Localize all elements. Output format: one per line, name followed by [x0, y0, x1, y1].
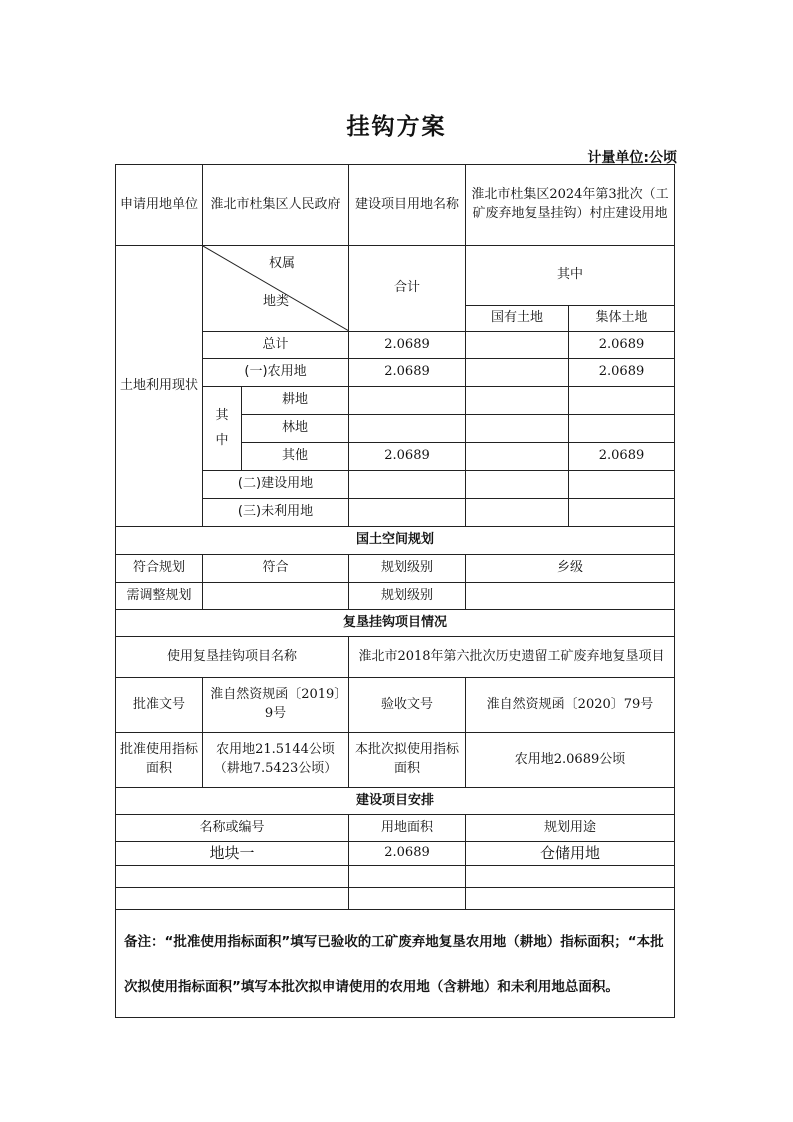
state-land-header: 国有土地: [466, 306, 569, 332]
name-column-header: 名称或编号: [116, 815, 349, 842]
land-row-label: (三)未利用地: [203, 499, 349, 527]
adjust-plan-value: [203, 583, 349, 610]
use-column-header: 规划用途: [466, 815, 675, 842]
land-row-state: [466, 332, 569, 359]
planned-area-label: 本批次拟使用指标面积: [349, 733, 466, 788]
land-row-total: [349, 415, 466, 443]
reclaim-section-title: 复垦挂钩项目情况: [116, 610, 675, 637]
land-row-label: 总计: [203, 332, 349, 359]
land-row-collective: 2.0689: [569, 359, 675, 387]
parcel-area: [349, 866, 466, 888]
parcel-name: [116, 866, 349, 888]
conform-plan-value: 符合: [203, 555, 349, 583]
land-row-collective: [569, 499, 675, 527]
of-which-vertical-label: [203, 387, 242, 471]
land-row-label: (一)农用地: [203, 359, 349, 387]
approval-number-value: 淮自然资规函〔2019〕9号: [203, 678, 349, 733]
adjust-plan-label: 需调整规划: [116, 583, 203, 610]
conform-plan-label: 符合规划: [116, 555, 203, 583]
reclaim-project-name-label: 使用复垦挂钩项目名称: [116, 637, 349, 678]
total-column-header: 合计: [349, 246, 466, 332]
land-row-total: [349, 387, 466, 415]
land-row-label: (二)建设用地: [203, 471, 349, 499]
land-row-collective: [569, 415, 675, 443]
plan-level-label: 规划级别: [349, 583, 466, 610]
arrangement-section-title: 建设项目安排: [116, 788, 675, 815]
of-which-vertical-text: 其中: [215, 407, 229, 448]
land-row-state: [466, 471, 569, 499]
parcel-area: [349, 888, 466, 910]
parcel-use: 仓储用地: [466, 842, 675, 866]
land-row-collective: 2.0689: [569, 332, 675, 359]
parcel-name: [116, 888, 349, 910]
parcel-use: [466, 866, 675, 888]
page-title: 挂钩方案: [346, 114, 447, 140]
land-use-section-label: 土地利用现状: [116, 246, 203, 527]
land-row-collective: 2.0689: [569, 443, 675, 471]
approved-area-value: 农用地21.5144公顷（耕地7.5423公顷）: [203, 733, 349, 788]
land-row-label: 耕地: [242, 387, 349, 415]
parcel-name: 地块一: [116, 842, 349, 866]
land-row-total: [349, 499, 466, 527]
reclaim-project-name-value: 淮北市2018年第六批次历史遗留工矿废弃地复垦项目: [349, 637, 675, 678]
ownership-header: 权属: [269, 256, 296, 271]
area-column-header: 用地面积: [349, 815, 466, 842]
project-label: 建设项目用地名称: [349, 165, 466, 246]
land-row-total: 2.0689: [349, 359, 466, 387]
land-class-header: 地类: [263, 294, 290, 309]
diagonal-header-cell: [203, 246, 349, 332]
approval-number-label: 批准文号: [116, 678, 203, 733]
plan-level-value: 乡级: [466, 555, 675, 583]
land-row-total: [349, 471, 466, 499]
applicant-label: 申请用地单位: [116, 165, 203, 246]
plan-level-label: 规划级别: [349, 555, 466, 583]
planned-area-value: 农用地2.0689公顷: [466, 733, 675, 788]
land-row-collective: [569, 471, 675, 499]
of-which-header: 其中: [466, 246, 675, 306]
land-row-total: 2.0689: [349, 443, 466, 471]
unit-label: 计量单位:公顷: [587, 150, 677, 166]
land-row-state: [466, 443, 569, 471]
parcel-area: 2.0689: [349, 842, 466, 866]
land-row-state: [466, 387, 569, 415]
acceptance-number-label: 验收文号: [349, 678, 466, 733]
hook-plan-table: [115, 164, 675, 1018]
land-row-collective: [569, 387, 675, 415]
land-row-state: [466, 499, 569, 527]
applicant-value: 淮北市杜集区人民政府: [203, 165, 349, 246]
approved-area-label: 批准使用指标面积: [116, 733, 203, 788]
project-value: 淮北市杜集区2024年第3批次（工矿废弃地复垦挂钩）村庄建设用地: [466, 165, 675, 246]
land-row-total: 2.0689: [349, 332, 466, 359]
land-row-state: [466, 359, 569, 387]
collective-land-header: 集体土地: [569, 306, 675, 332]
acceptance-number-value: 淮自然资规函〔2020〕79号: [466, 678, 675, 733]
parcel-use: [466, 888, 675, 910]
plan-level-value: [466, 583, 675, 610]
land-row-label: 林地: [242, 415, 349, 443]
land-row-state: [466, 415, 569, 443]
land-row-label: 其他: [242, 443, 349, 471]
remarks-note: 备注：“批准使用指标面积”填写已验收的工矿废弃地复垦农用地（耕地）指标面积；“本批次拟使用指标面积”填写本批次拟申请使用的农用地（含耕地）和未利用地总面积。: [116, 910, 675, 1018]
planning-section-title: 国土空间规划: [116, 527, 675, 555]
